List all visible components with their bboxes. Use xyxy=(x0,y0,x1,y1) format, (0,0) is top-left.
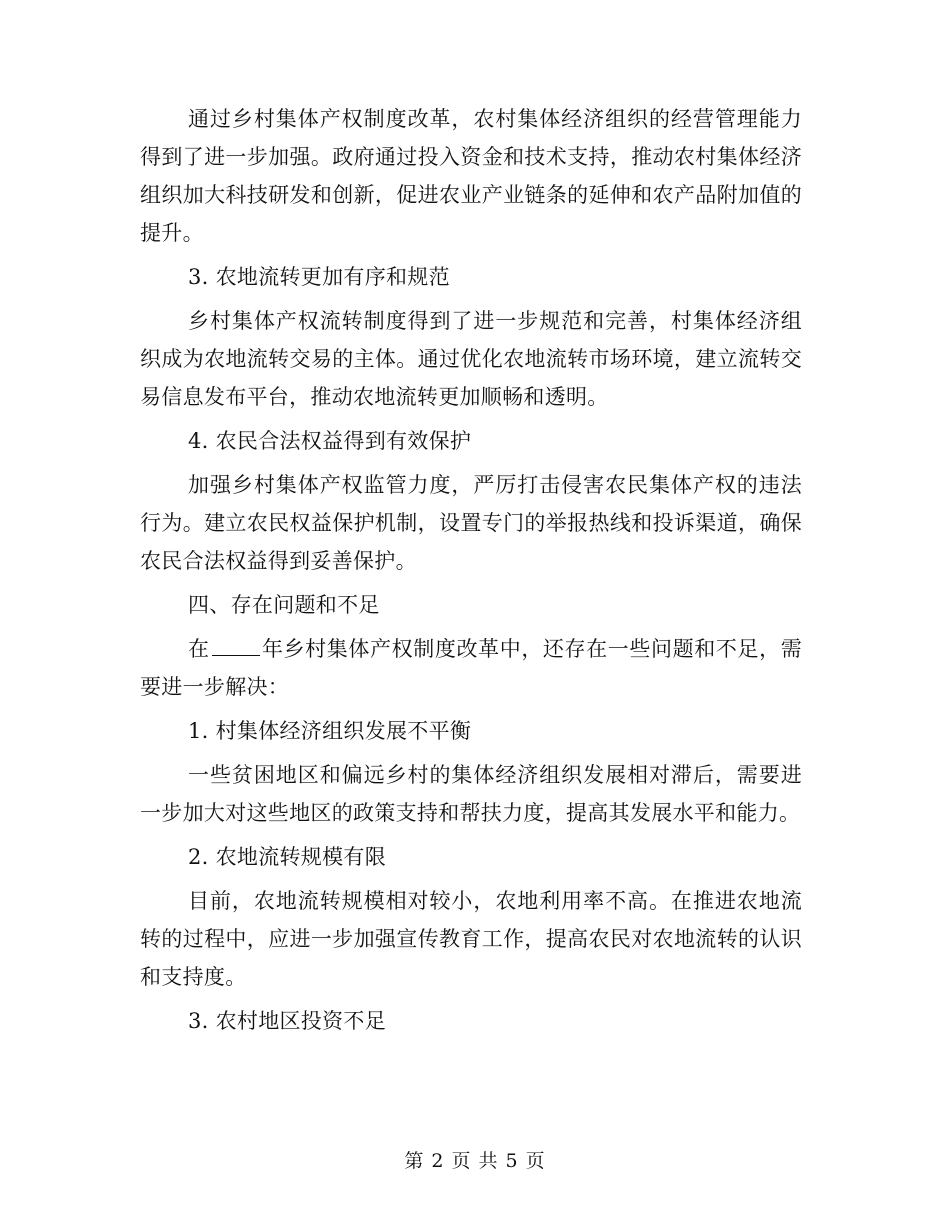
intro-prefix: 在 xyxy=(188,637,210,661)
paragraph-farmer-rights: 加强乡村集体产权监管力度，严厉打击侵害农民集体产权的违法行为。建立农民权益保护机制，设置专门的举报热线和投诉渠道，确保农民合法权益得到妥善保护。 xyxy=(140,473,802,573)
document-page xyxy=(140,100,802,1046)
heading-land-transfer-orderly: 3. 农地流转更加有序和规范 xyxy=(188,265,450,289)
heading-insufficient-investment: 3. 农村地区投资不足 xyxy=(188,1009,387,1033)
heading-uneven-development: 1. 村集体经济组织发展不平衡 xyxy=(188,719,472,743)
paragraph-collective-management: 通过乡村集体产权制度改革，农村集体经济组织的经营管理能力得到了进一步加强。政府通过投入资金和技术支持，推动农村集体经济组织加大科技研发和创新，促进农业产业链条的延伸和农产品附加值的提升。 xyxy=(140,107,802,245)
year-blank-line xyxy=(212,637,260,656)
paragraph-limited-transfer: 目前，农地流转规模相对较小，农地利用率不高。在推进农地流转的过程中，应进一步加强宣传教育工作，提高农民对农地流转的认识和支持度。 xyxy=(140,889,802,989)
paragraph-problems-intro xyxy=(140,630,802,706)
intro-suffix: 年乡村集体产权制度改革中，还存在一些问题和不足，需要进一步解决： xyxy=(140,637,802,699)
page-number-footer: 第 2 页 共 5 页 xyxy=(404,1150,546,1172)
paragraph-land-transfer: 乡村集体产权流转制度得到了进一步规范和完善，村集体经济组织成为农地流转交易的主体。通过优化农地流转市场环境，建立流转交易信息发布平台，推动农地流转更加顺畅和透明。 xyxy=(140,309,802,409)
section-heading-problems: 四、存在问题和不足 xyxy=(188,593,380,617)
heading-limited-transfer: 2. 农地流转规模有限 xyxy=(188,845,387,869)
paragraph-uneven-development: 一些贫困地区和偏远乡村的集体经济组织发展相对滞后，需要进一步加大对这些地区的政策支持和帮扶力度，提高其发展水平和能力。 xyxy=(140,763,802,825)
heading-farmer-rights: 4. 农民合法权益得到有效保护 xyxy=(188,429,472,453)
